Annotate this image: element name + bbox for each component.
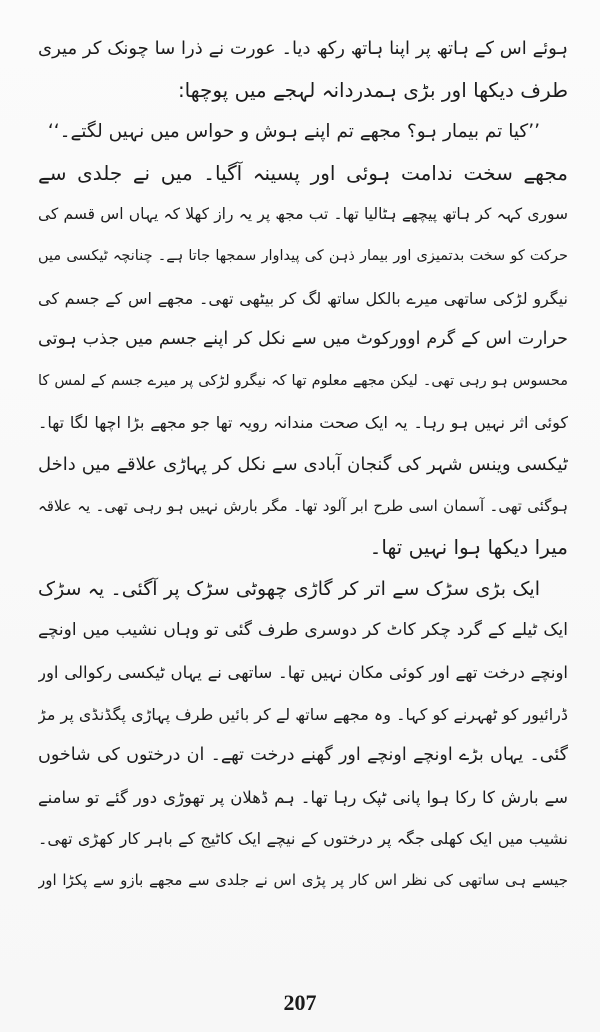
text-line-21: جیسے ہی ساتھی کی نظر اس کار پر پڑی اس نے جلدی سے مجھے بازو سے پکڑا اور bbox=[38, 870, 568, 889]
text-line-11: ٹیکسی وینس شہر کی گنجان آبادی سے نکل کر پہاڑی علاقے میں داخل bbox=[38, 453, 568, 475]
text-line-12: ہوگئی تھی۔ آسمان اسی طرح ابر آلود تھا۔ مگر بارش نہیں ہو رہی تھی۔ یہ علاقہ bbox=[38, 496, 568, 515]
text-line-3-quote: ’’کیا تم بیمار ہو؟ مجھے تم اپنے ہوش و حواس میں نہیں لگتے۔‘‘ bbox=[47, 121, 540, 143]
text-line-6: حرکت کو سخت بدتمیزی اور بیمار ذہن کی پیداوار سمجھا جاتا ہے۔ چنانچہ ٹیکسی میں bbox=[38, 247, 568, 264]
text-line-1: ہوئے اس کے ہاتھ پر اپنا ہاتھ رکھ دیا۔ عورت نے ذرا سا چونک کر میری bbox=[38, 38, 568, 59]
text-line-15: ایک ٹیلے کے گرد چکر کاٹ کر دوسری طرف گئی تو وہاں نشیب میں اونچے bbox=[38, 620, 568, 641]
page-number: 207 bbox=[283, 990, 317, 1015]
text-line-2: طرف دیکھا اور بڑی ہمدردانہ لہجے میں پوچھا: bbox=[177, 77, 568, 102]
text-line-8: حرارت اس کے گرم اوورکوٹ میں سے نکل کر اپنے جسم میں جذب ہوتی bbox=[38, 329, 568, 350]
text-line-4: مجھے سخت ندامت ہوئی اور پسینہ آگیا۔ میں نے جلدی سے bbox=[38, 160, 568, 185]
text-line-18: گئی۔ یہاں بڑے اونچے اونچے اور گھنے درخت تھے۔ ان درختوں کی شاخوں bbox=[38, 745, 568, 766]
text-line-14: ایک بڑی سڑک سے اتر کر گاڑی چھوٹی سڑک پر آگئی۔ یہ سڑک bbox=[38, 577, 540, 600]
text-line-17: ڈرائیور کو ٹھہرنے کو کہا۔ وہ مجھے ساتھ لے کر بائیں طرف پہاڑی پگڈنڈی پر مڑ bbox=[38, 704, 568, 724]
text-line-9: محسوس ہو رہی تھی۔ لیکن مجھے معلوم تھا کہ نیگرو لڑکی پر میرے جسم کے لمس کا bbox=[38, 372, 568, 389]
text-line-13: میرا دیکھا ہوا نہیں تھا۔ bbox=[369, 535, 568, 560]
text-line-5: سوری کہہ کر ہاتھ پیچھے ہٹالیا تھا۔ تب مجھ پر یہ راز کھلا کہ یہاں اس قسم کی bbox=[38, 205, 568, 224]
urdu-text-block bbox=[38, 28, 568, 901]
text-line-20: نشیب میں ایک کھلی جگہ پر درختوں کے نیچے ایک کاٹیج کے باہر کار کھڑی تھی۔ bbox=[38, 829, 568, 849]
text-line-10: کوئی اثر نہیں ہو رہا۔ یہ ایک صحت مندانہ رویہ تھا جو مجھے بڑا اچھا لگا تھا۔ bbox=[38, 413, 568, 433]
text-line-19: سے بارش کا رکا ہوا پانی ٹپک رہا تھا۔ ہم ڈھلان پر تھوڑی دور گئے تو سامنے bbox=[38, 787, 568, 807]
text-line-16: اونچے درخت تھے اور کوئی مکان نہیں تھا۔ ساتھی نے یہاں ٹیکسی رکوالی اور bbox=[38, 662, 568, 682]
text-line-7: نیگرو لڑکی ساتھی میرے بالکل ساتھ لگ کر بیٹھی تھی۔ مجھے اس کے جسم کی bbox=[38, 288, 568, 308]
